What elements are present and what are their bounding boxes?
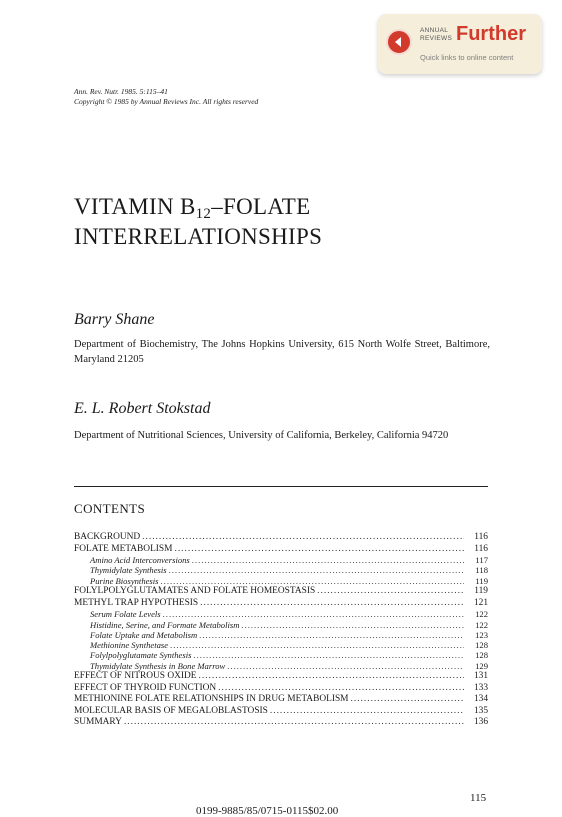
toc-entry: [74, 706, 488, 718]
toc-page: 129: [475, 660, 488, 671]
title-line-2: INTERRELATIONSHIPS: [74, 224, 323, 249]
toc-title: MOLECULAR BASIS OF MEGALOBLASTOSIS: [74, 705, 268, 716]
toc-leader: [270, 706, 464, 718]
toc-entry: [74, 694, 488, 706]
toc-subentry: [74, 640, 488, 650]
toc-page: 119: [474, 586, 488, 597]
toc-entry: [74, 598, 488, 610]
toc-title: BACKGROUND: [74, 532, 141, 542]
toc-leader: [170, 640, 464, 650]
footer-code: 0199-9885/85/0715-0115$02.00: [196, 805, 339, 817]
toc-leader: [200, 598, 464, 610]
toc-page: 121: [473, 597, 488, 608]
toc-subentry: [74, 650, 488, 660]
title-subscript: 12: [195, 206, 212, 222]
contents-heading: CONTENTS: [74, 501, 146, 516]
toc-entry: [74, 717, 488, 729]
toc-page: 118: [475, 565, 488, 576]
toc-leader: [161, 576, 464, 586]
toc-title: SUMMARY: [74, 717, 122, 728]
toc-title: Methionine Synthetase: [90, 640, 169, 651]
toc-title: Thymidylate Synthesis: [90, 565, 167, 576]
toc-page: 122: [475, 609, 488, 620]
author-affiliation-2: Department of Nutritional Sciences, University of California, Berkeley, California 94720: [74, 430, 449, 441]
toc-page: 119: [475, 575, 488, 586]
toc-page: 116: [474, 543, 488, 554]
toc-page: 116: [474, 532, 488, 542]
toc-title: FOLYLPOLYGLUTAMATES AND FOLATE HOMEOSTASIS: [74, 586, 316, 597]
toc-subentry: [74, 576, 488, 586]
toc-title: Serum Folate Levels: [90, 609, 161, 620]
toc-entry: [74, 544, 488, 556]
annual-reviews-further-badge[interactable]: [378, 14, 542, 74]
toc-page: 135: [473, 705, 488, 716]
toc-page: 133: [473, 682, 488, 693]
section-divider: [74, 486, 488, 487]
toc-leader: [163, 609, 464, 619]
toc-page: 123: [475, 629, 488, 640]
toc-leader: [174, 544, 464, 556]
toc-leader: [227, 661, 464, 671]
toc-subentry: [74, 555, 488, 565]
journal-info: [74, 87, 258, 107]
toc-leader: [199, 630, 464, 640]
toc-leader: [192, 555, 464, 565]
journal-citation: Ann. Rev. Nutr. 1985. 5:115–41: [74, 87, 168, 96]
toc-subentry: [74, 609, 488, 619]
toc-title: Folate Uptake and Metabolism: [90, 629, 198, 640]
page-number: 115: [470, 792, 487, 804]
toc-leader: [142, 532, 464, 544]
toc-entry: [74, 683, 488, 695]
toc-leader: [218, 683, 464, 695]
badge-line-annual: ANNUAL: [420, 27, 449, 34]
toc-title: Purine Biosynthesis: [90, 575, 159, 586]
toc-entry: [74, 532, 488, 544]
toc-subentry: [74, 661, 488, 671]
author-affiliation-1: Department of Biochemistry, The Johns Hopkins University, 615 North Wolfe Street, Baltimore, Maryland 21205: [74, 339, 490, 365]
table-of-contents: [74, 532, 488, 729]
toc-title: Histidine, Serine, and Formate Metabolism: [90, 619, 240, 630]
toc-page: 128: [475, 640, 488, 651]
toc-title: EFFECT OF THYROID FUNCTION: [74, 682, 217, 693]
toc-page: 117: [475, 555, 488, 566]
badge-brand: Further: [456, 23, 526, 45]
toc-title: Amino Acid Interconversions: [90, 555, 190, 566]
toc-page: 134: [473, 694, 488, 705]
toc-page: 131: [473, 671, 488, 682]
toc-leader: [241, 620, 464, 630]
toc-leader: [193, 650, 464, 660]
toc-title: Thymidylate Synthesis in Bone Marrow: [90, 660, 226, 671]
title-line-1: [74, 192, 322, 222]
journal-copyright: Copyright © 1985 by Annual Reviews Inc. All rights reserved: [74, 97, 259, 106]
badge-publisher-name: [420, 27, 452, 42]
toc-leader: [169, 565, 464, 575]
toc-leader: [317, 586, 464, 598]
toc-entry: [74, 671, 488, 683]
toc-title: METHYL TRAP HYPOTHESIS: [74, 597, 199, 608]
toc-page: 128: [475, 650, 488, 661]
author-name-2: E. L. Robert Stokstad: [74, 400, 211, 417]
toc-page: 136: [473, 717, 488, 728]
toc-title: METHIONINE FOLATE RELATIONSHIPS IN DRUG METABOLISM: [74, 694, 349, 705]
toc-entry: [74, 586, 488, 598]
toc-subentry: [74, 620, 488, 630]
arrow-circle-icon: [386, 29, 412, 55]
toc-title: Folylpolyglutamate Synthesis: [90, 650, 192, 661]
article-title: [74, 192, 322, 252]
title-part: –FOLATE: [211, 194, 311, 219]
toc-page: 122: [475, 619, 488, 630]
badge-line-reviews: REVIEWS: [420, 34, 453, 42]
author-name-1: Barry Shane: [74, 311, 155, 328]
toc-leader: [199, 671, 465, 683]
toc-title: EFFECT OF NITROUS OXIDE: [74, 671, 197, 682]
toc-leader: [124, 717, 464, 729]
badge-subtitle: Quick links to online content: [420, 53, 514, 62]
toc-title: FOLATE METABOLISM: [74, 543, 173, 554]
toc-subentry: [74, 565, 488, 575]
title-part: VITAMIN B: [74, 194, 196, 219]
toc-leader: [351, 694, 465, 706]
toc-subentry: [74, 630, 488, 640]
